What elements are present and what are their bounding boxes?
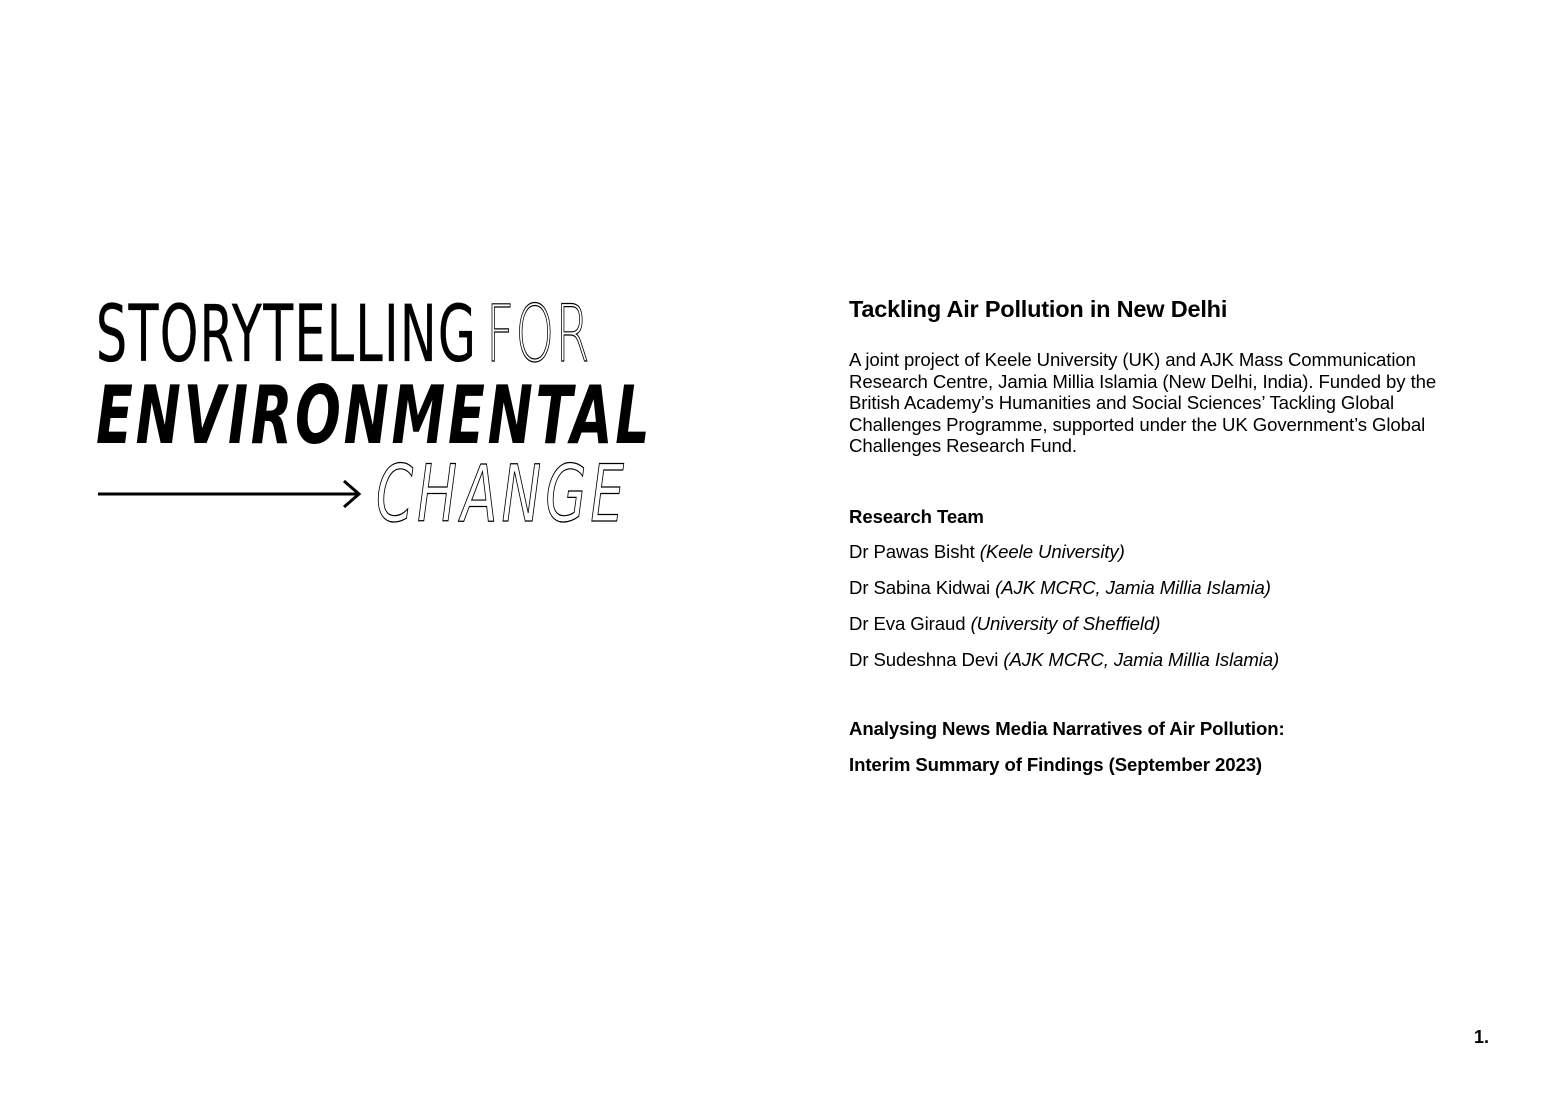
- member-name: Dr Sudeshna Devi: [849, 648, 999, 670]
- member-affiliation: (Keele University): [979, 540, 1125, 562]
- team-member: [849, 612, 1489, 636]
- logo-word-change: CHANGE: [376, 450, 628, 540]
- team-member: [849, 576, 1489, 600]
- storytelling-logo: [96, 290, 696, 540]
- long-right-arrow-icon: [96, 476, 366, 512]
- logo-word-environmental: ENVIRONMENTAL: [96, 369, 653, 462]
- project-description: A joint project of Keele University (UK) and AJK Mass Communication Research Centre, Jamia Millia Islamia (New Delhi, India). Funded by the British Academy’s Humanities and Social Sciences’ Tackling Global Challenges Programme, supported under the UK Government’s Global Challenges Research Fund.: [849, 349, 1437, 456]
- page-number: 1.: [1473, 1027, 1489, 1047]
- member-affiliation: (University of Sheffield): [970, 612, 1161, 634]
- report-title: Analysing News Media Narratives of Air Pollution:: [849, 717, 1285, 739]
- logo-line-storytelling-for: [96, 290, 591, 380]
- project-info: [849, 293, 1489, 777]
- project-title: Tackling Air Pollution in New Delhi: [849, 296, 1228, 322]
- team-member: [849, 648, 1489, 672]
- logo-word-storytelling: STORYTELLING: [96, 290, 478, 380]
- research-team-list: [849, 540, 1489, 672]
- member-name: Dr Pawas Bisht: [849, 540, 975, 562]
- member-name: Dr Eva Giraud: [849, 612, 966, 634]
- report-subtitle: Interim Summary of Findings (September 2023): [849, 753, 1263, 775]
- team-member: [849, 540, 1489, 564]
- member-affiliation: (AJK MCRC, Jamia Millia Islamia): [1003, 648, 1280, 670]
- member-affiliation: (AJK MCRC, Jamia Millia Islamia): [995, 576, 1271, 598]
- member-name: Dr Sabina Kidwai: [849, 576, 991, 598]
- research-team-heading: Research Team: [849, 505, 984, 527]
- logo-word-for: FOR: [485, 290, 591, 380]
